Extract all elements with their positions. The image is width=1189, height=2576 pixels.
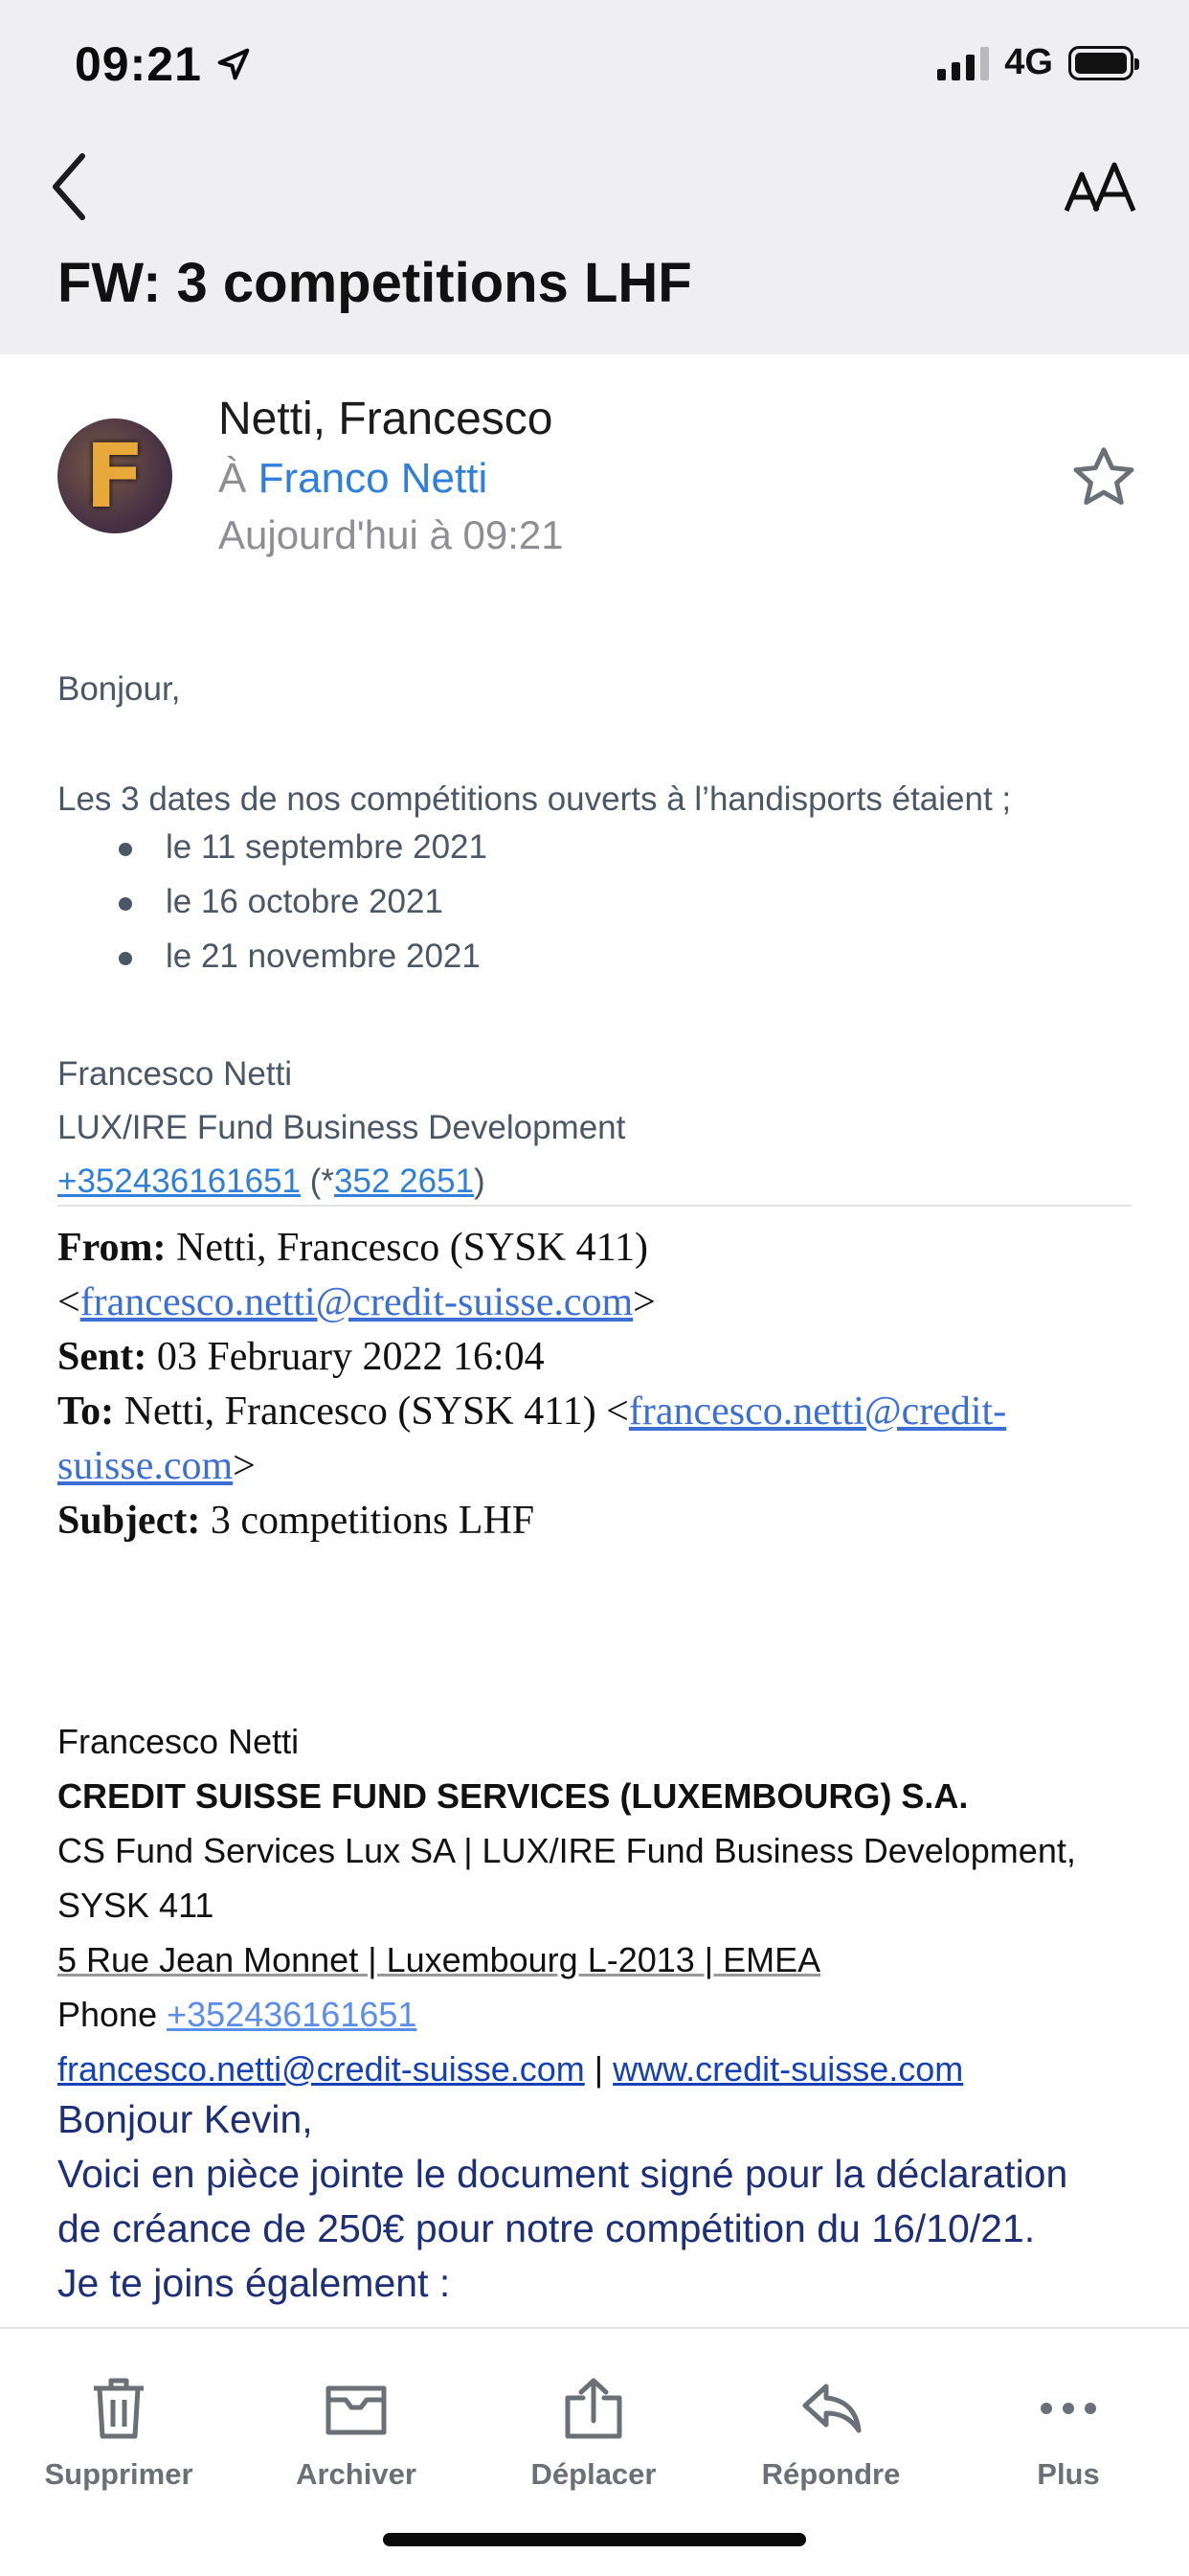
signature-role: LUX/IRE Fund Business Development bbox=[57, 1109, 626, 1146]
forwarded-header bbox=[57, 1221, 1139, 1548]
corp-signature-phone-line bbox=[57, 1995, 1139, 2035]
corp-signature-line2: SYSK 411 bbox=[57, 1886, 214, 1925]
back-button[interactable] bbox=[46, 148, 94, 225]
phone-link[interactable]: +352436161651 bbox=[57, 1163, 302, 1200]
forwarded-from bbox=[57, 1221, 1139, 1276]
message-line: Voici en pièce jointe le document signé pour la déclaration bbox=[57, 2152, 1068, 2196]
header bbox=[0, 0, 1189, 354]
corp-signature-address-line bbox=[57, 1940, 1139, 1980]
extension-link[interactable]: 352 2651 bbox=[334, 1163, 475, 1200]
extension-suffix: ) bbox=[474, 1163, 485, 1200]
corp-signature-address: 5 Rue Jean Monnet | Luxembourg L-2013 | EMEA bbox=[57, 1940, 821, 1979]
move-button[interactable] bbox=[475, 2348, 712, 2511]
corp-signature-company: CREDIT SUISSE FUND SERVICES (LUXEMBOURG) S.A. bbox=[57, 1776, 969, 1816]
forwarded-subject bbox=[57, 1494, 1139, 1548]
move-label: Déplacer bbox=[530, 2457, 657, 2491]
delete-button[interactable] bbox=[0, 2348, 237, 2511]
from-value: Netti, Francesco (SYSK 411) bbox=[176, 1226, 649, 1270]
list-item: le 21 novembre 2021 bbox=[57, 938, 487, 992]
corp-email-link[interactable]: francesco.netti@credit-suisse.com bbox=[57, 2049, 585, 2089]
from-email-link[interactable]: francesco.netti@credit-suisse.com bbox=[79, 1280, 634, 1324]
more-label: Plus bbox=[1037, 2457, 1100, 2491]
sender-name[interactable]: Netti, Francesco bbox=[218, 394, 553, 444]
location-arrow-icon bbox=[215, 46, 252, 82]
to-email-link-continued[interactable]: suisse.com bbox=[57, 1444, 234, 1488]
to-email-link[interactable]: francesco.netti@credit- bbox=[628, 1390, 1007, 1434]
delete-label: Supprimer bbox=[44, 2457, 193, 2491]
signature-name-short: Francesco Netti bbox=[57, 1055, 293, 1093]
battery-icon bbox=[1068, 46, 1133, 80]
subject-label: Subject: bbox=[57, 1499, 201, 1543]
avatar-letter: F bbox=[84, 424, 146, 528]
to-value: Netti, Francesco (SYSK 411) < bbox=[123, 1390, 629, 1434]
reply-button[interactable] bbox=[712, 2348, 950, 2511]
email-date: Aujourd'hui à 09:21 bbox=[218, 512, 564, 557]
text-size-icon bbox=[1063, 161, 1139, 218]
signal-icon bbox=[937, 46, 989, 80]
message-line: Je te joins également : bbox=[57, 2261, 451, 2305]
sent-value: 03 February 2022 16:04 bbox=[156, 1335, 545, 1379]
message-text bbox=[57, 2092, 1149, 2311]
recipient-line bbox=[218, 455, 487, 503]
network-type: 4G bbox=[1004, 42, 1053, 82]
contact-separator: | bbox=[594, 2049, 604, 2089]
list-item: le 16 octobre 2021 bbox=[57, 883, 487, 938]
corp-signature-name: Francesco Netti bbox=[57, 1722, 300, 1761]
text-size-button[interactable] bbox=[1063, 161, 1139, 218]
reply-icon bbox=[797, 2375, 864, 2442]
more-button[interactable] bbox=[950, 2348, 1187, 2511]
move-icon bbox=[560, 2375, 627, 2442]
website-link[interactable]: www.credit-suisse.com bbox=[613, 2049, 964, 2089]
chevron-left-icon bbox=[46, 148, 94, 225]
sent-label: Sent: bbox=[57, 1335, 147, 1379]
message-line: Bonjour Kevin, bbox=[57, 2097, 313, 2141]
greeting: Bonjour, bbox=[57, 670, 181, 708]
trash-icon bbox=[88, 2375, 149, 2442]
recipient-name[interactable]: Franco Netti bbox=[258, 455, 488, 502]
message-line: de créance de 250€ pour notre compétition du 16/10/21. bbox=[57, 2206, 1036, 2250]
more-dots-icon bbox=[1035, 2375, 1102, 2442]
forwarded-from-email: <francesco.netti@credit-suisse.com> bbox=[57, 1280, 656, 1324]
divider bbox=[57, 1205, 1132, 1207]
phone-label: Phone bbox=[57, 1995, 158, 2034]
avatar[interactable] bbox=[57, 418, 172, 533]
forwarded-to: To: Netti, Francesco (SYSK 411) <francesco.netti@credit- suisse.com> bbox=[57, 1390, 1007, 1488]
corp-signature-line1: CS Fund Services Lux SA | LUX/IRE Fund Business Development, bbox=[57, 1831, 1076, 1870]
to-label: To: bbox=[57, 1390, 115, 1434]
archive-icon bbox=[323, 2375, 390, 2442]
home-indicator[interactable] bbox=[383, 2533, 806, 2546]
archive-label: Archiver bbox=[296, 2457, 416, 2491]
corp-signature-contact-line bbox=[57, 2049, 1139, 2090]
star-icon bbox=[1068, 442, 1139, 513]
star-button[interactable] bbox=[1068, 442, 1139, 513]
email-subject-title: FW: 3 competitions LHF bbox=[57, 252, 692, 314]
intro-text: Les 3 dates de nos compétitions ouverts à l’handisports étaient ; bbox=[57, 780, 1012, 818]
corp-phone-link[interactable]: +352436161651 bbox=[167, 1995, 417, 2034]
list-item: le 11 septembre 2021 bbox=[57, 828, 487, 883]
recipient-prefix: À bbox=[218, 455, 247, 502]
signature-phone-line bbox=[57, 1163, 485, 1201]
subject-value: 3 competitions LHF bbox=[210, 1499, 535, 1543]
from-label: From: bbox=[57, 1226, 167, 1270]
status-indicators bbox=[937, 42, 1133, 83]
extension-prefix: (* bbox=[309, 1163, 335, 1200]
reply-label: Répondre bbox=[761, 2457, 901, 2491]
dates-list bbox=[57, 828, 487, 992]
status-time-text: 09:21 bbox=[75, 37, 202, 91]
forwarded-sent bbox=[57, 1330, 1139, 1385]
status-time bbox=[75, 36, 252, 92]
archive-button[interactable] bbox=[237, 2348, 475, 2511]
